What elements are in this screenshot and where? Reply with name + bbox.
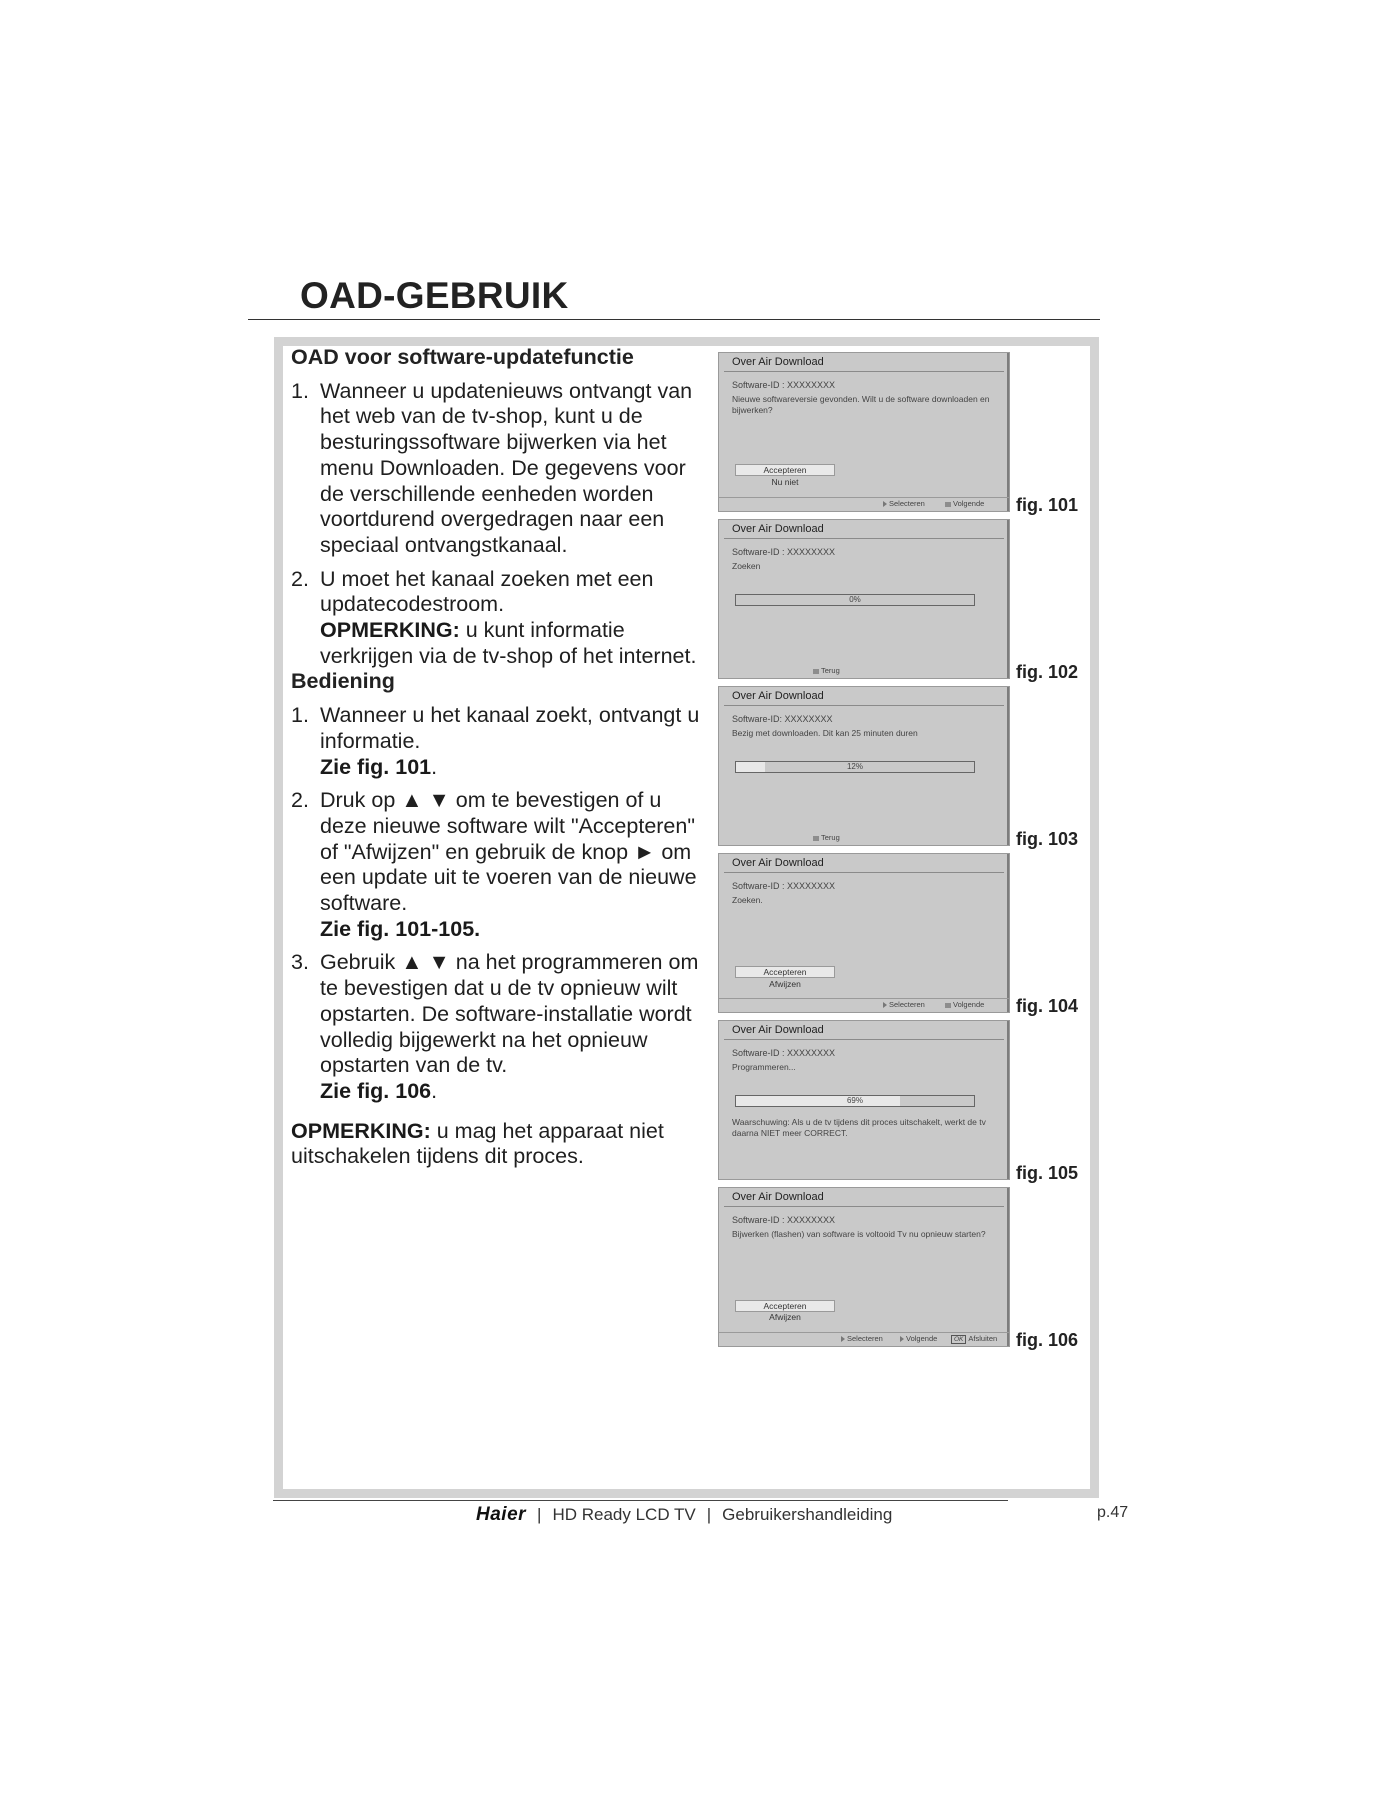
page-number: p.47 bbox=[1097, 1504, 1129, 1521]
software-id: Software-ID : XXXXXXXX bbox=[732, 547, 836, 557]
figure-label: fig. 105 bbox=[1016, 1163, 1079, 1183]
figure-label: fig. 102 bbox=[1016, 662, 1079, 682]
title-divider bbox=[248, 319, 1100, 320]
screen-footer: Terug bbox=[719, 832, 1009, 845]
list-item: 3. Gebruik ▲ ▼ na het programmeren om te bevestigen dat u de tv opnieuw wilt opstarten. De software-installatie wordt volledig bijgewerkt na het opnieuw opstarten van de tv. Zie fig. 106. bbox=[291, 950, 699, 1103]
screen-message: Zoeken. bbox=[732, 895, 763, 905]
screen-fig-101 bbox=[718, 352, 1010, 512]
button-icon bbox=[945, 1003, 951, 1008]
figure-label: fig. 101 bbox=[1016, 495, 1079, 515]
software-id: Software-ID: XXXXXXXX bbox=[732, 714, 833, 724]
screen-message: Bezig met downloaden. Dit kan 25 minuten duren bbox=[732, 728, 918, 738]
progress-bar bbox=[735, 594, 975, 606]
progress-text: 69% bbox=[846, 1096, 863, 1105]
arrow-icon bbox=[883, 501, 887, 507]
screen-fig-106 bbox=[718, 1187, 1010, 1347]
figure-reference: Zie fig. 101 bbox=[320, 754, 432, 779]
note-label: OPMERKING: bbox=[291, 1118, 431, 1143]
oad-steps-list bbox=[291, 379, 711, 670]
screen-title: Over Air Download bbox=[732, 523, 824, 535]
list-item: 2. Druk op ▲ ▼ om te bevestigen of u deze nieuwe software wilt "Accepteren" of "Afwijzen" en gebruik de knop ► om een update uit te voeren van de nieuwe software. Zie fig. 101-105. bbox=[291, 788, 697, 941]
warning-text: Waarschuwing: Als u de tv tijdens dit proces uitschakelt, werkt de tv daarna NIET meer CORRECT. bbox=[732, 1117, 986, 1138]
screen-message: Programmeren... bbox=[732, 1062, 796, 1072]
back-icon bbox=[813, 836, 819, 841]
software-id: Software-ID : XXXXXXXX bbox=[732, 1048, 836, 1058]
section-heading-bediening: Bediening bbox=[291, 669, 395, 694]
screen-title: Over Air Download bbox=[732, 690, 824, 702]
accept-button: Accepteren bbox=[735, 966, 835, 978]
brand-logo: Haier bbox=[476, 1504, 527, 1525]
reject-option: Afwijzen bbox=[769, 1312, 801, 1322]
figure-label: fig. 104 bbox=[1016, 996, 1079, 1016]
instructions-column bbox=[291, 345, 711, 1170]
progress-text: 0% bbox=[849, 595, 861, 604]
back-icon bbox=[813, 669, 819, 674]
screen-message: Bijwerken (flashen) van software is voltooid Tv nu opnieuw starten? bbox=[732, 1229, 986, 1239]
document-name: Gebruikershandleiding bbox=[722, 1505, 893, 1524]
progress-text: 12% bbox=[846, 762, 863, 771]
screen-message: Zoeken bbox=[732, 561, 761, 571]
button-icon bbox=[945, 502, 951, 507]
screen-fig-103 bbox=[718, 686, 1010, 846]
screen-title: Over Air Download bbox=[732, 1024, 824, 1036]
final-note: OPMERKING: u mag het apparaat niet uitschakelen tijdens dit proces. bbox=[291, 1118, 664, 1169]
ok-key-icon: OK bbox=[951, 1335, 966, 1344]
list-item: 2. U moet het kanaal zoeken met een updatecodestroom. OPMERKING: u kunt informatie verkrijgen via de tv-shop of het internet. bbox=[291, 566, 697, 668]
note-label: OPMERKING: bbox=[320, 618, 460, 643]
screen-footer: Terug bbox=[719, 665, 1009, 678]
page-title: OAD-GEBRUIK bbox=[300, 275, 569, 316]
screen-footer: Selecteren Volgende bbox=[719, 497, 1009, 511]
reject-option: Afwijzen bbox=[769, 979, 801, 989]
screen-footer: Selecteren Volgende OK Afsluiten bbox=[719, 1332, 1009, 1346]
figure-reference: Zie fig. 106 bbox=[320, 1078, 432, 1103]
list-item: 1. Wanneer u het kanaal zoekt, ontvangt u informatie. Zie fig. 101. bbox=[291, 703, 700, 779]
not-now-option: Nu niet bbox=[771, 477, 799, 487]
progress-bar bbox=[735, 761, 975, 773]
software-id: Software-ID : XXXXXXXX bbox=[732, 881, 836, 891]
screen-title: Over Air Download bbox=[732, 857, 824, 869]
footer-divider bbox=[273, 1500, 1008, 1501]
screen-title: Over Air Download bbox=[732, 1191, 824, 1203]
software-id: Software-ID : XXXXXXXX bbox=[732, 1215, 836, 1225]
page-footer: Haier | HD Ready LCD TV | Gebruikershandleiding bbox=[476, 1504, 893, 1525]
software-id: Software-ID : XXXXXXXX bbox=[732, 380, 836, 390]
arrow-icon bbox=[841, 1336, 845, 1342]
section-heading-oad: OAD voor software-updatefunctie bbox=[291, 345, 634, 369]
figure-label: fig. 106 bbox=[1016, 1330, 1079, 1350]
product-name: HD Ready LCD TV bbox=[552, 1505, 696, 1524]
screen-fig-105 bbox=[718, 1020, 1010, 1180]
right-arrow-icon bbox=[900, 1336, 904, 1342]
screen-fig-102 bbox=[718, 519, 1010, 679]
accept-button: Accepteren bbox=[735, 464, 835, 476]
progress-bar bbox=[735, 1095, 975, 1107]
screen-title: Over Air Download bbox=[732, 356, 824, 368]
screen-footer: Selecteren Volgende bbox=[719, 998, 1009, 1012]
accept-button: Accepteren bbox=[735, 1300, 835, 1312]
arrow-icon bbox=[883, 1002, 887, 1008]
figure-label: fig. 103 bbox=[1016, 829, 1079, 849]
screen-fig-104 bbox=[718, 853, 1010, 1013]
operation-steps-list bbox=[291, 703, 711, 1105]
figure-reference: Zie fig. 101-105. bbox=[320, 916, 481, 941]
list-item: 1. Wanneer u updatenieuws ontvangt van het web van de tv-shop, kunt u de besturingssoftware bijwerken via het menu Downloaden. De gegevens voor de verschillende eenheden worden voortdurend overgedragen naar een speciaal ontvangstkanaal. bbox=[291, 378, 693, 557]
screen-message: Nieuwe softwareversie gevonden. Wilt u de software downloaden en bijwerken? bbox=[732, 394, 990, 415]
